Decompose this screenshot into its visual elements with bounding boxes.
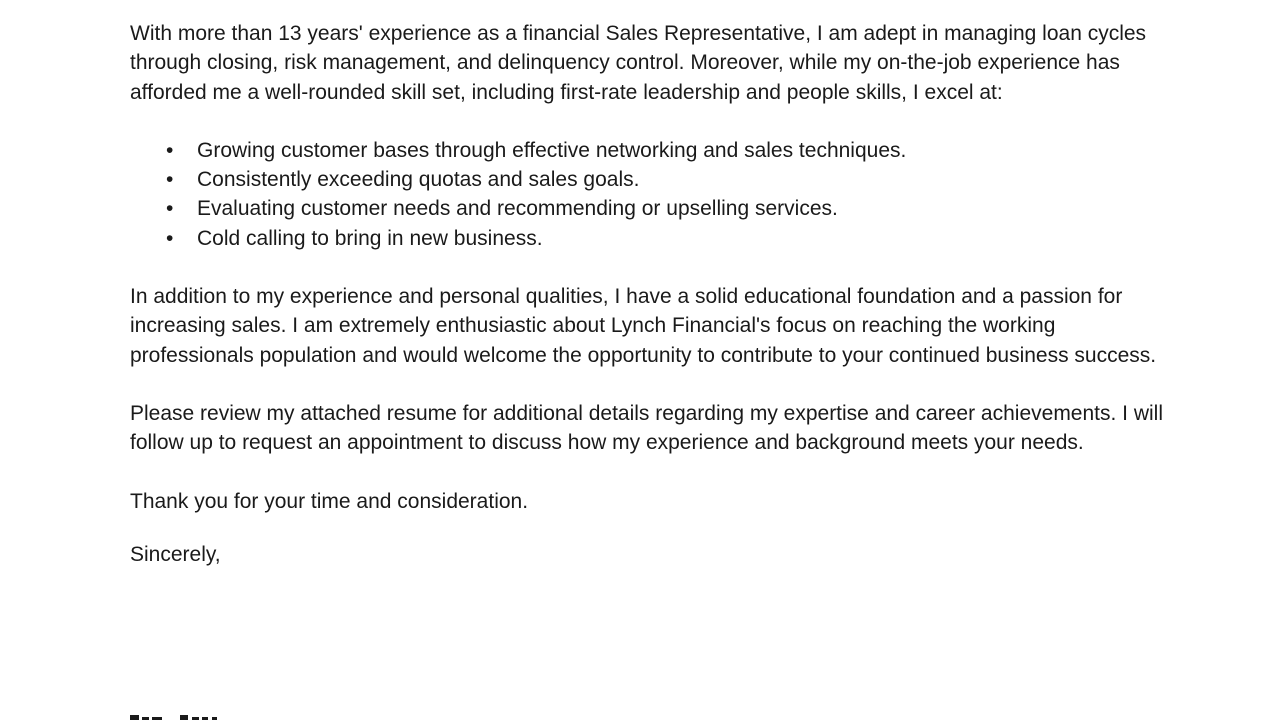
cropped-text-tops	[130, 709, 290, 720]
skill-text: Cold calling to bring in new business.	[197, 226, 543, 250]
list-item	[130, 224, 1170, 253]
bullet-icon: •	[166, 226, 174, 250]
qualifications-paragraph: In addition to my experience and personal qualities, I have a solid educational foundation and a passion for increasing sales. I am extremely enthusiastic about Lynch Financial's focus on reaching the working professionals population and would welcome the opportunity to contribute to your continued business success.	[130, 285, 1157, 367]
skill-text: Growing customer bases through effective networking and sales techniques.	[197, 138, 907, 162]
thanks-line: Thank you for your time and consideration.	[130, 489, 529, 513]
skill-text: Evaluating customer needs and recommending or upselling services.	[197, 197, 838, 221]
signature-name-cropped	[130, 708, 290, 720]
skills-list	[130, 136, 1170, 253]
resume-paragraph: Please review my attached resume for additional details regarding my expertise and career achievements. I will follow up to request an appointment to discuss how my experience and background meets your needs.	[130, 401, 1163, 455]
bullet-icon: •	[166, 138, 174, 162]
list-item	[130, 165, 1170, 194]
bullet-icon: •	[166, 197, 174, 221]
intro-paragraph: With more than 13 years' experience as a financial Sales Representative, I am adept in managing loan cycles through closing, risk management, and delinquency control. Moreover, while my on-the-job experience has afforded me a well-rounded skill set, including first-rate leadership and people skills, I excel at:	[130, 22, 1147, 104]
list-item	[130, 136, 1170, 165]
bullet-icon: •	[166, 168, 174, 192]
skill-text: Consistently exceeding quotas and sales goals.	[197, 168, 640, 192]
sign-off: Sincerely,	[130, 542, 221, 566]
letter-body	[130, 19, 1170, 569]
list-item	[130, 194, 1170, 223]
